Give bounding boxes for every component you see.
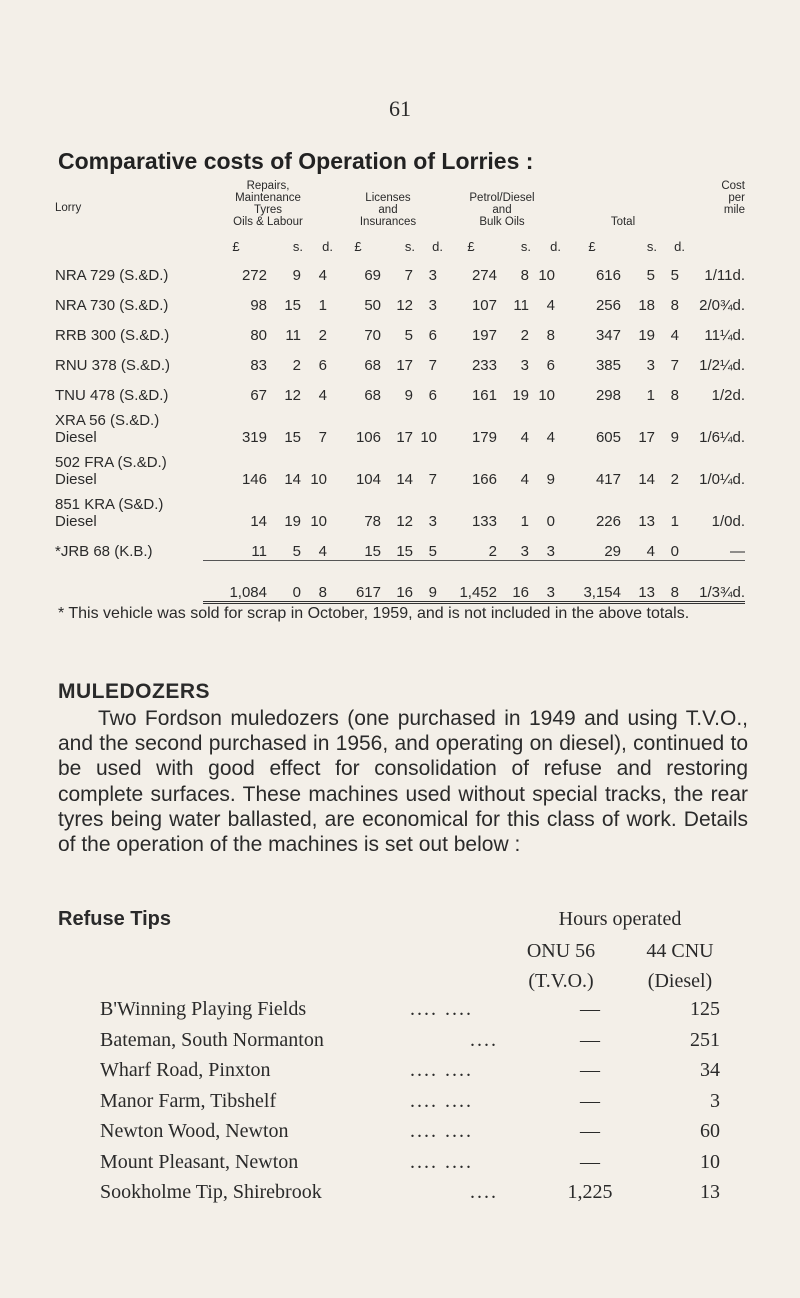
licenses-cell: 7 bbox=[428, 471, 437, 488]
lorry-name-line: NRA 729 (S.&D.) bbox=[55, 267, 169, 284]
total-cell: 7 bbox=[670, 357, 679, 374]
repairs-cell: 14 bbox=[250, 513, 267, 530]
repairs-cell: 319 bbox=[241, 429, 267, 446]
onu-hours: — bbox=[580, 1150, 600, 1173]
total-cell: 14 bbox=[638, 471, 655, 488]
unit-label: d. bbox=[674, 239, 685, 254]
leader-dots: .... .... bbox=[410, 1120, 473, 1142]
header-petrol-line: Bulk Oils bbox=[479, 216, 525, 228]
onu-hours: — bbox=[580, 1028, 600, 1051]
cost-per-mile-cell: 1/0d. bbox=[711, 513, 745, 530]
total-licenses: 617 bbox=[333, 560, 383, 602]
onu-hours: 1,225 bbox=[567, 1181, 613, 1203]
repairs-cell: 14 bbox=[284, 471, 301, 488]
licenses-cell: 3 bbox=[428, 513, 437, 530]
cost-per-mile-cell: 1/11d. bbox=[704, 267, 745, 284]
total-cell: 1 bbox=[670, 513, 679, 530]
total-cell: 298 bbox=[595, 387, 621, 404]
petrol-cell: 274 bbox=[471, 267, 497, 284]
petrol-cell: 133 bbox=[471, 513, 497, 530]
licenses-cell: 104 bbox=[355, 471, 381, 488]
unit-label: s. bbox=[520, 239, 531, 254]
header-repairs-line: Repairs, bbox=[246, 180, 290, 192]
header-repairs bbox=[203, 180, 333, 238]
repairs-cell: 1 bbox=[318, 297, 327, 314]
petrol-cell: 4 bbox=[546, 297, 555, 314]
lorry-name bbox=[55, 254, 203, 284]
cnu-hours: 13 bbox=[700, 1181, 720, 1203]
tip-row bbox=[100, 1090, 720, 1118]
petrol-cell: 1 bbox=[520, 513, 529, 530]
onu-column-header bbox=[496, 936, 626, 996]
header-lorry: Lorry bbox=[55, 202, 82, 214]
header-licenses-line: Insurances bbox=[359, 216, 417, 228]
licenses-cell: 9 bbox=[404, 387, 413, 404]
petrol-cell: 0 bbox=[546, 513, 555, 530]
repairs-cell: 6 bbox=[318, 357, 327, 374]
header-licenses-line: Licenses bbox=[365, 192, 411, 204]
lorry-name-line: 851 KRA (S&D.) bbox=[55, 496, 164, 513]
petrol-cell: 9 bbox=[546, 471, 555, 488]
lorry-name bbox=[55, 446, 203, 488]
cost-per-mile-cell: — bbox=[730, 542, 745, 560]
total-cell: 9 bbox=[670, 429, 679, 446]
licenses-cell: 7 bbox=[428, 357, 437, 374]
licenses-cell: 6 bbox=[428, 327, 437, 344]
tip-row bbox=[100, 1120, 720, 1148]
total-petrol: 16 bbox=[499, 560, 531, 602]
tip-row bbox=[100, 1029, 720, 1057]
header-licenses-line: and bbox=[378, 204, 398, 216]
total-cell: 3 bbox=[646, 357, 655, 374]
repairs-cell: 15 bbox=[284, 429, 301, 446]
header-petrol bbox=[443, 180, 561, 238]
header-repairs-line: Tyres bbox=[253, 204, 283, 216]
total-cell: 2 bbox=[670, 471, 679, 488]
lorry-name-line: 502 FRA (S.&D.) bbox=[55, 454, 167, 471]
total-total: 3,154 bbox=[561, 560, 623, 602]
tip-name: Sookholme Tip, Shirebrook bbox=[100, 1181, 322, 1203]
licenses-cell: 15 bbox=[396, 542, 413, 560]
total-cell: 417 bbox=[595, 471, 621, 488]
total-licenses: 16 bbox=[383, 560, 415, 602]
licenses-cell: 3 bbox=[428, 297, 437, 314]
petrol-cell: 11 bbox=[513, 297, 529, 314]
petrol-cell: 4 bbox=[520, 471, 529, 488]
tips-heading: Refuse Tips bbox=[58, 908, 171, 930]
petrol-cell: 197 bbox=[471, 327, 497, 344]
total-cell: 18 bbox=[638, 297, 655, 314]
totals-spacer bbox=[55, 560, 203, 602]
total-cell: 4 bbox=[646, 542, 655, 560]
repairs-cell: 12 bbox=[284, 387, 301, 404]
header-total: Total bbox=[610, 216, 636, 228]
licenses-cell: 50 bbox=[364, 297, 381, 314]
repairs-cell: 98 bbox=[250, 297, 267, 314]
licenses-cell: 12 bbox=[396, 297, 413, 314]
onu-hours: — bbox=[580, 1120, 600, 1142]
total-repairs: 0 bbox=[269, 560, 303, 602]
petrol-cell: 6 bbox=[546, 357, 555, 374]
header-cost-line: per bbox=[728, 192, 745, 204]
leader-dots: .... .... bbox=[410, 1059, 473, 1081]
lorry-name bbox=[55, 530, 203, 560]
lorry-costs-table bbox=[55, 180, 745, 604]
petrol-cell: 233 bbox=[471, 357, 497, 374]
units-spacer bbox=[685, 238, 745, 254]
licenses-cell: 17 bbox=[396, 429, 413, 446]
unit-label: d. bbox=[322, 239, 333, 254]
petrol-cell: 161 bbox=[471, 387, 497, 404]
table-row bbox=[55, 344, 745, 374]
cnu-header-line: 44 CNU bbox=[646, 940, 714, 962]
tip-row bbox=[100, 1181, 720, 1209]
onu-header-line: ONU 56 bbox=[526, 940, 596, 962]
licenses-cell: 7 bbox=[404, 267, 413, 284]
tip-name: Manor Farm, Tibshelf bbox=[100, 1089, 277, 1112]
lorry-name bbox=[55, 314, 203, 344]
units-spacer bbox=[55, 238, 203, 254]
leader-dots: .... .... bbox=[410, 1089, 473, 1112]
repairs-cell: 9 bbox=[292, 267, 301, 284]
petrol-cell: 2 bbox=[488, 542, 497, 560]
repairs-cell: 2 bbox=[292, 357, 301, 374]
petrol-cell: 19 bbox=[512, 387, 529, 404]
total-cell: 256 bbox=[595, 297, 621, 314]
units-row bbox=[55, 238, 745, 254]
header-repairs-line: Oils & Labour bbox=[233, 216, 303, 228]
licenses-cell: 68 bbox=[364, 387, 381, 404]
page-title: Comparative costs of Operation of Lorries : bbox=[58, 148, 534, 174]
unit-label: d. bbox=[550, 239, 561, 254]
repairs-cell: 19 bbox=[284, 513, 301, 530]
tip-name: Mount Pleasant, Newton bbox=[100, 1150, 299, 1173]
petrol-cell: 10 bbox=[538, 267, 555, 284]
lorry-name-line: Diesel bbox=[55, 513, 97, 530]
petrol-cell: 10 bbox=[538, 387, 555, 404]
unit-label: £ bbox=[588, 239, 596, 254]
page-number: 61 bbox=[389, 96, 411, 121]
cnu-hours: 125 bbox=[690, 998, 720, 1020]
leader-dots: .... bbox=[470, 1028, 498, 1051]
unit-label: s. bbox=[404, 239, 415, 254]
onu-header-line: (T.V.O.) bbox=[528, 970, 594, 992]
unit-label: £ bbox=[354, 239, 362, 254]
repairs-cell: 15 bbox=[284, 297, 301, 314]
header-repairs-line: Maintenance bbox=[235, 192, 301, 204]
cnu-hours: 60 bbox=[700, 1120, 720, 1142]
repairs-cell: 67 bbox=[250, 387, 267, 404]
total-cell: 0 bbox=[670, 542, 679, 560]
cnu-header-line: (Diesel) bbox=[647, 970, 713, 992]
totals-row bbox=[55, 560, 745, 602]
repairs-cell: 4 bbox=[318, 267, 327, 284]
total-cell: 8 bbox=[670, 387, 679, 404]
petrol-cell: 2 bbox=[520, 327, 529, 344]
total-cell: 13 bbox=[638, 513, 655, 530]
lorry-name-line: TNU 478 (S.&D.) bbox=[55, 387, 169, 404]
cnu-hours: 3 bbox=[710, 1089, 720, 1112]
licenses-cell: 15 bbox=[364, 542, 381, 560]
cost-per-mile-cell: 1/2d. bbox=[711, 387, 745, 404]
petrol-cell: 3 bbox=[520, 542, 529, 560]
onu-hours: — bbox=[580, 1089, 600, 1112]
total-cell: 5 bbox=[670, 267, 679, 284]
lorry-name-line: Diesel bbox=[55, 471, 97, 488]
leader-dots: .... .... bbox=[410, 1150, 473, 1173]
leader-dots: .... .... bbox=[410, 998, 473, 1020]
tip-name: Wharf Road, Pinxton bbox=[100, 1059, 271, 1081]
licenses-cell: 6 bbox=[428, 387, 437, 404]
licenses-cell: 70 bbox=[364, 327, 381, 344]
unit-label: £ bbox=[467, 239, 475, 254]
cnu-hours: 10 bbox=[700, 1150, 720, 1173]
petrol-cell: 3 bbox=[520, 357, 529, 374]
total-cell: 19 bbox=[638, 327, 655, 344]
repairs-cell: 80 bbox=[250, 327, 267, 344]
licenses-cell: 68 bbox=[364, 357, 381, 374]
cost-per-mile-cell: 2/0¾d. bbox=[699, 297, 745, 314]
petrol-cell: 4 bbox=[546, 429, 555, 446]
lorry-name-line: RNU 378 (S.&D.) bbox=[55, 357, 171, 374]
cost-per-mile-cell: 11¼d. bbox=[704, 327, 745, 344]
lorry-name-line: XRA 56 (S.&D.) bbox=[55, 412, 160, 429]
header-cost-line: Cost bbox=[721, 180, 745, 192]
lorry-name bbox=[55, 488, 203, 530]
total-cell: 29 bbox=[604, 542, 621, 560]
licenses-cell: 69 bbox=[364, 267, 381, 284]
repairs-cell: 11 bbox=[251, 542, 267, 560]
table-row bbox=[55, 254, 745, 284]
total-repairs: 1,084 bbox=[203, 560, 269, 602]
table-row bbox=[55, 404, 745, 446]
total-cell: 226 bbox=[595, 513, 621, 530]
licenses-cell: 12 bbox=[396, 513, 413, 530]
total-total: 8 bbox=[657, 560, 685, 602]
unit-label: s. bbox=[646, 239, 657, 254]
tip-name: Bateman, South Normanton bbox=[100, 1028, 324, 1051]
petrol-cell: 8 bbox=[520, 267, 529, 284]
total-cell: 616 bbox=[595, 267, 621, 284]
petrol-cell: 166 bbox=[471, 471, 497, 488]
header-cost-per-mile bbox=[685, 180, 745, 238]
total-repairs: 8 bbox=[303, 560, 333, 602]
tip-row bbox=[100, 1151, 720, 1179]
repairs-cell: 5 bbox=[292, 542, 301, 560]
lorry-name-line: *JRB 68 (K.B.) bbox=[55, 543, 153, 560]
total-licenses: 9 bbox=[415, 560, 443, 602]
repairs-cell: 10 bbox=[310, 471, 327, 488]
muledozer-paragraph bbox=[58, 706, 748, 857]
repairs-cell: 272 bbox=[241, 267, 267, 284]
total-cell: 4 bbox=[670, 327, 679, 344]
repairs-cell: 4 bbox=[318, 542, 327, 560]
repairs-cell: 10 bbox=[310, 513, 327, 530]
table-row bbox=[55, 446, 745, 488]
repairs-cell: 83 bbox=[250, 357, 267, 374]
lorry-name bbox=[55, 374, 203, 404]
repairs-cell: 146 bbox=[241, 471, 267, 488]
table-row bbox=[55, 488, 745, 530]
table-header-row bbox=[55, 180, 745, 238]
total-cell: 385 bbox=[595, 357, 621, 374]
table-row bbox=[55, 284, 745, 314]
repairs-cell: 2 bbox=[318, 327, 327, 344]
lorry-name bbox=[55, 404, 203, 446]
unit-label: d. bbox=[432, 239, 443, 254]
unit-label: £ bbox=[232, 239, 240, 254]
total-total: 13 bbox=[623, 560, 657, 602]
total-petrol: 1,452 bbox=[443, 560, 499, 602]
total-cell: 17 bbox=[638, 429, 655, 446]
cost-per-mile-cell: 1/0¼d. bbox=[699, 471, 745, 488]
licenses-cell: 5 bbox=[428, 542, 437, 560]
cost-per-mile-cell: 1/2¼d. bbox=[699, 357, 745, 374]
onu-hours: — bbox=[580, 998, 600, 1020]
petrol-cell: 3 bbox=[546, 542, 555, 560]
total-cell: 1 bbox=[646, 387, 655, 404]
lorry-name-line: NRA 730 (S.&D.) bbox=[55, 297, 169, 314]
header-petrol-line: and bbox=[492, 204, 512, 216]
leader-dots: .... bbox=[470, 1181, 498, 1203]
repairs-cell: 11 bbox=[285, 327, 301, 344]
petrol-cell: 4 bbox=[520, 429, 529, 446]
lorry-name bbox=[55, 284, 203, 314]
licenses-cell: 17 bbox=[396, 357, 413, 374]
header-petrol-line: Petrol/Diesel bbox=[469, 192, 535, 204]
tip-name: Newton Wood, Newton bbox=[100, 1120, 289, 1142]
petrol-cell: 107 bbox=[471, 297, 497, 314]
lorry-name-line: RRB 300 (S.&D.) bbox=[55, 327, 170, 344]
tip-name: B'Winning Playing Fields bbox=[100, 998, 307, 1020]
total-cell: 5 bbox=[646, 267, 655, 284]
hours-operated-caption: Hours operated bbox=[558, 908, 682, 930]
cnu-column-header bbox=[628, 936, 732, 996]
table-row bbox=[55, 314, 745, 344]
tip-row bbox=[100, 1059, 720, 1087]
licenses-cell: 14 bbox=[396, 471, 413, 488]
licenses-cell: 106 bbox=[355, 429, 381, 446]
total-cell: 347 bbox=[595, 327, 621, 344]
section-heading: MULEDOZERS bbox=[58, 680, 210, 703]
total-cell: 605 bbox=[595, 429, 621, 446]
header-licenses bbox=[333, 180, 443, 238]
total-cost-per-mile: 1/3¾d. bbox=[685, 560, 745, 602]
repairs-cell: 4 bbox=[318, 387, 327, 404]
unit-label: s. bbox=[292, 239, 303, 254]
licenses-cell: 78 bbox=[364, 513, 381, 530]
cnu-hours: 34 bbox=[700, 1059, 720, 1081]
total-cell: 8 bbox=[670, 297, 679, 314]
table-row bbox=[55, 374, 745, 404]
tip-row bbox=[100, 998, 720, 1026]
cost-per-mile-cell: 1/6¼d. bbox=[699, 429, 745, 446]
licenses-cell: 10 bbox=[420, 429, 437, 446]
repairs-cell: 7 bbox=[318, 429, 327, 446]
paragraph-text: Two Fordson muledozers (one purchased in 1949 and using T.V.O., and the second purchased in 1956, and operating on diesel), continued to be used with good effect for consolidation of refuse and restoring complete surfaces. These machines used without special tracks, the rear tyres being water ballasted, are economical for this class of work. Details of the operation of the machines is set out below : bbox=[58, 707, 748, 857]
licenses-cell: 5 bbox=[404, 327, 413, 344]
header-cost-line: mile bbox=[723, 204, 745, 216]
licenses-cell: 3 bbox=[428, 267, 437, 284]
lorry-name bbox=[55, 344, 203, 374]
table-row bbox=[55, 530, 745, 560]
petrol-cell: 179 bbox=[471, 429, 497, 446]
onu-hours: — bbox=[580, 1059, 600, 1081]
total-petrol: 3 bbox=[531, 560, 561, 602]
cnu-hours: 251 bbox=[690, 1028, 720, 1051]
lorry-name-line: Diesel bbox=[55, 429, 97, 446]
petrol-cell: 8 bbox=[546, 327, 555, 344]
footnote: * This vehicle was sold for scrap in October, 1959, and is not included in the above totals. bbox=[58, 605, 690, 622]
